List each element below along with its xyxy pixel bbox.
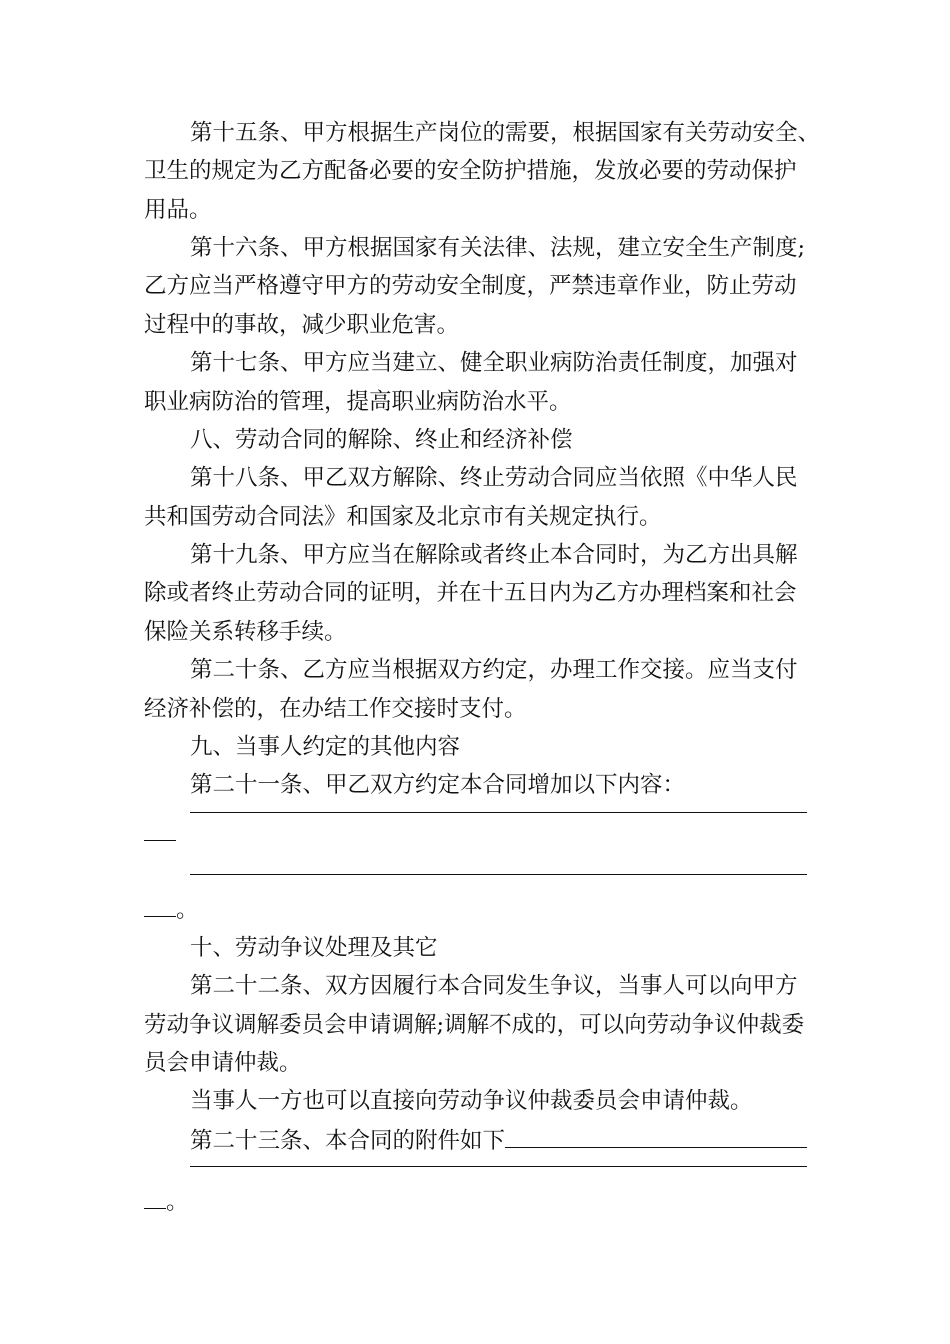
section-8-heading: 八、劳动合同的解除、终止和经济补偿	[190, 427, 573, 453]
article-16-line-2: 乙方应当严格遵守甲方的劳动安全制度，严禁违章作业，防止劳动	[144, 273, 797, 299]
blank-line-3	[190, 1144, 807, 1175]
period-mark-2: 。	[166, 1189, 189, 1215]
article-20-line-1: 第二十条、乙方应当根据双方约定，办理工作交接。应当支付	[190, 657, 798, 683]
article-16-line-3: 过程中的事故，减少职业危害。	[144, 312, 460, 338]
article-22-line-1: 第二十二条、双方因履行本合同发生争议，当事人可以向甲方	[190, 973, 798, 999]
article-23-label: 第二十三条、本合同的附件如下	[190, 1128, 506, 1154]
article-17-line-2: 职业病防治的管理，提高职业病防治水平。	[144, 389, 572, 415]
period-mark: 。	[176, 897, 199, 923]
article-22-line-2: 劳动争议调解委员会申请调解;调解不成的，可以向劳动争议仲裁委	[144, 1012, 805, 1038]
section-9-heading: 九、当事人约定的其他内容	[190, 734, 461, 760]
blank-line-2	[190, 852, 807, 883]
article-15-line-1: 第十五条、甲方根据生产岗位的需要，根据国家有关劳动安全、	[190, 120, 821, 146]
blank-line-2-tail	[144, 894, 199, 925]
article-20-line-2: 经济补偿的，在办结工作交接时支付。	[144, 696, 527, 722]
article-22-line-3: 员会申请仲裁。	[144, 1050, 302, 1076]
article-17-line-1: 第十七条、甲方应当建立、健全职业病防治责任制度，加强对	[190, 350, 798, 376]
blank-line-1	[190, 790, 807, 821]
article-19-line-3: 保险关系转移手续。	[144, 619, 347, 645]
blank-line-3-tail	[144, 1186, 189, 1217]
article-16-line-1: 第十六条、甲方根据国家有关法律、法规，建立安全生产制度;	[190, 235, 806, 261]
section-10-heading: 十、劳动争议处理及其它	[190, 935, 438, 961]
article-15-line-3: 用品。	[144, 197, 212, 223]
article-15-line-2: 卫生的规定为乙方配备必要的安全防护措施，发放必要的劳动保护	[144, 158, 797, 184]
article-18-line-2: 共和国劳动合同法》和国家及北京市有关规定执行。	[144, 504, 662, 530]
arbitration-note: 当事人一方也可以直接向劳动争议仲裁委员会申请仲裁。	[190, 1088, 753, 1114]
article-19-line-2: 除或者终止劳动合同的证明，并在十五日内为乙方办理档案和社会	[144, 580, 797, 606]
article-18-line-1: 第十八条、甲乙双方解除、终止劳动合同应当依照《中华人民	[190, 465, 798, 491]
article-19-line-1: 第十九条、甲方应当在解除或者终止本合同时，为乙方出具解	[190, 542, 798, 568]
blank-line-1-tail	[144, 818, 176, 849]
article-21-line-1: 第二十一条、甲乙双方约定本合同增加以下内容：	[190, 772, 686, 798]
